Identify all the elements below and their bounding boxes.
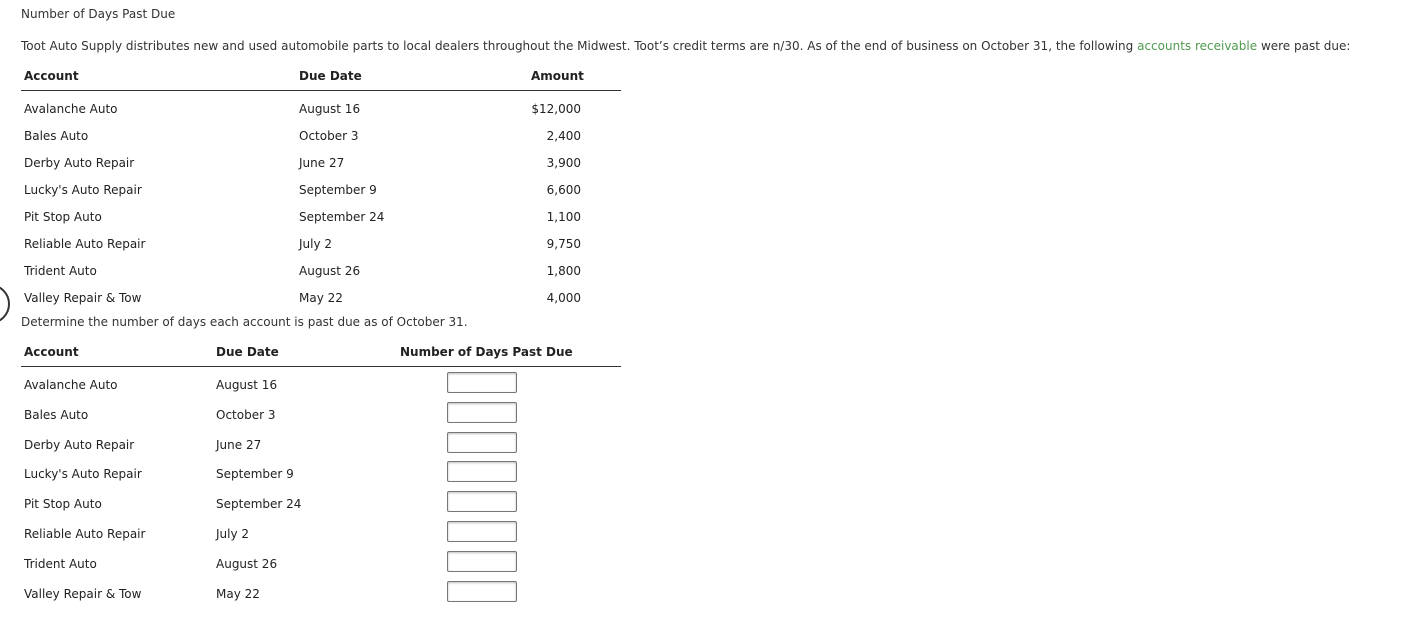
due-date-cell: August 16 xyxy=(299,102,361,116)
account-cell: Derby Auto Repair xyxy=(24,156,135,170)
table-header xyxy=(21,65,621,91)
header-due-date: Due Date xyxy=(216,345,279,359)
amount-cell: 2,400 xyxy=(546,129,581,143)
due-date-cell: August 26 xyxy=(216,556,278,571)
amount-cell: 9,750 xyxy=(546,237,581,251)
header-days-past-due: Number of Days Past Due xyxy=(400,345,573,359)
header-amount: Amount xyxy=(531,69,584,83)
table-row xyxy=(21,519,621,549)
table-body xyxy=(21,91,621,314)
due-date-cell: May 22 xyxy=(216,586,260,601)
due-date-cell: July 2 xyxy=(216,526,250,541)
due-date-cell: October 3 xyxy=(216,407,276,422)
intro-text-end: were past due: xyxy=(1257,39,1351,53)
table-row xyxy=(21,549,621,579)
due-date-cell: September 9 xyxy=(299,183,377,197)
days-past-due-input[interactable] xyxy=(447,432,517,453)
table-row xyxy=(21,206,621,233)
problem-intro xyxy=(21,39,1350,53)
days-past-due-table xyxy=(21,341,621,608)
amount-cell: 1,800 xyxy=(546,264,581,278)
days-past-due-input[interactable] xyxy=(447,461,517,482)
amount-cell: 1,100 xyxy=(546,210,581,224)
days-past-due-input[interactable] xyxy=(447,402,517,423)
account-cell: Trident Auto xyxy=(24,556,97,571)
instruction-text: Determine the number of days each account is past due as of October 31. xyxy=(21,315,468,329)
table-row xyxy=(21,400,621,430)
accounts-receivable-link[interactable]: accounts receivable xyxy=(1137,39,1258,53)
due-date-cell: June 27 xyxy=(216,437,262,452)
days-past-due-input[interactable] xyxy=(447,491,517,512)
account-cell: Trident Auto xyxy=(24,264,97,278)
due-date-cell: July 2 xyxy=(299,237,333,251)
due-date-cell: October 3 xyxy=(299,129,359,143)
account-cell: Derby Auto Repair xyxy=(24,437,135,452)
table-row xyxy=(21,489,621,519)
account-cell: Bales Auto xyxy=(24,407,89,422)
amount-cell: 4,000 xyxy=(546,291,581,305)
due-date-cell: August 26 xyxy=(299,264,361,278)
account-cell: Reliable Auto Repair xyxy=(24,237,146,251)
due-date-cell: September 24 xyxy=(299,210,385,224)
table-row xyxy=(21,152,621,179)
header-due-date: Due Date xyxy=(299,69,362,83)
header-account: Account xyxy=(24,69,79,83)
amount-cell: 3,900 xyxy=(546,156,581,170)
table-row xyxy=(21,370,621,400)
table-row xyxy=(21,459,621,489)
table-row xyxy=(21,98,621,125)
table-row xyxy=(21,579,621,609)
table-row xyxy=(21,260,621,287)
account-cell: Pit Stop Auto xyxy=(24,497,102,512)
account-cell: Reliable Auto Repair xyxy=(24,526,146,541)
account-cell: Bales Auto xyxy=(24,129,89,143)
page-title: Number of Days Past Due xyxy=(21,7,176,21)
table-row xyxy=(21,287,621,314)
account-cell: Valley Repair & Tow xyxy=(24,586,142,601)
account-cell: Pit Stop Auto xyxy=(24,210,102,224)
due-date-cell: September 9 xyxy=(216,467,294,482)
days-past-due-input[interactable] xyxy=(447,581,517,602)
amount-cell: 6,600 xyxy=(546,183,581,197)
days-past-due-input[interactable] xyxy=(447,521,517,542)
partial-circle-icon xyxy=(0,284,10,324)
intro-text: Toot Auto Supply distributes new and used automobile parts to local dealers throughout the Midwest. Toot’s credit terms are n/30. As of the end of business on October 31, the following xyxy=(21,39,1138,53)
header-account: Account xyxy=(24,345,79,359)
account-cell: Lucky's Auto Repair xyxy=(24,467,142,482)
account-cell: Avalanche Auto xyxy=(24,102,118,116)
account-cell: Lucky's Auto Repair xyxy=(24,183,142,197)
table-row xyxy=(21,125,621,152)
due-date-cell: May 22 xyxy=(299,291,343,305)
account-cell: Valley Repair & Tow xyxy=(24,291,142,305)
table-row xyxy=(21,430,621,460)
days-past-due-input[interactable] xyxy=(447,551,517,572)
table-body xyxy=(21,367,621,608)
table-header xyxy=(21,341,621,367)
account-cell: Avalanche Auto xyxy=(24,378,118,392)
table-row xyxy=(21,179,621,206)
table-row xyxy=(21,233,621,260)
due-date-cell: August 16 xyxy=(216,378,278,392)
amount-cell: $12,000 xyxy=(531,102,581,116)
due-date-cell: September 24 xyxy=(216,497,302,512)
due-date-cell: June 27 xyxy=(299,156,345,170)
past-due-accounts-table xyxy=(21,65,621,314)
days-past-due-input[interactable] xyxy=(447,372,517,393)
